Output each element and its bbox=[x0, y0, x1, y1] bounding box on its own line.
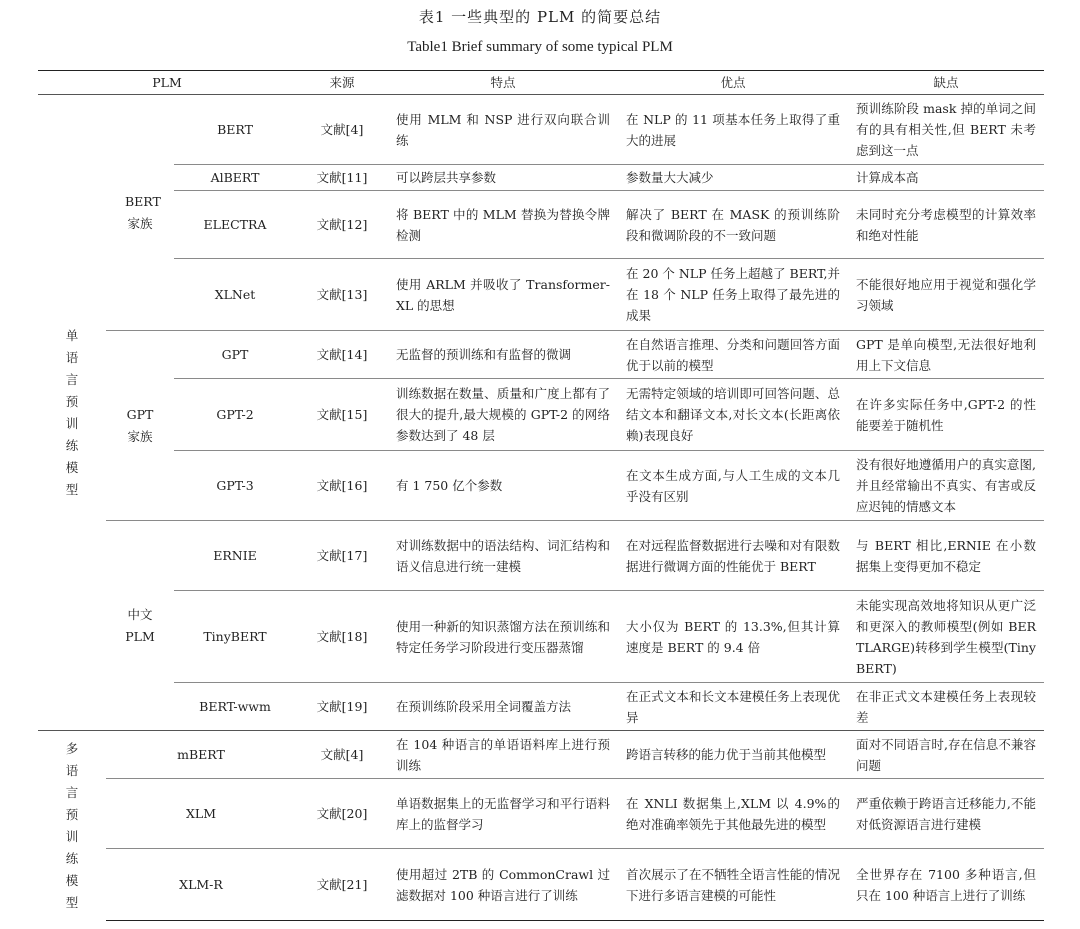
features-cell: 使用一种新的知识蒸馏方法在预训练和特定任务学习阶段进行变压器蒸馏 bbox=[388, 591, 618, 683]
header-advantages: 优点 bbox=[618, 71, 848, 95]
advantages-cell: 参数量大大减少 bbox=[618, 165, 848, 191]
table-row bbox=[38, 849, 1044, 921]
group-monolingual: 单语言预训练模型 bbox=[65, 327, 79, 497]
header-plm: PLM bbox=[38, 71, 296, 95]
table-row bbox=[38, 521, 1044, 591]
source-ref: 文献[15] bbox=[296, 379, 388, 451]
features-cell: 使用 ARLM 并吸收了 Transformer-XL 的思想 bbox=[388, 259, 618, 331]
source-ref: 文献[13] bbox=[296, 259, 388, 331]
disadvantages-cell: 在许多实际任务中,GPT-2 的性能要差于随机性 bbox=[848, 379, 1044, 451]
features-cell: 训练数据在数量、质量和广度上都有了很大的提升,最大规模的 GPT-2 的网络参数达到了 48 层 bbox=[388, 379, 618, 451]
features-cell: 单语数据集上的无监督学习和平行语料库上的监督学习 bbox=[388, 779, 618, 849]
advantages-cell: 大小仅为 BERT 的 13.3%,但其计算速度是 BERT 的 9.4 倍 bbox=[618, 591, 848, 683]
source-ref: 文献[14] bbox=[296, 331, 388, 379]
advantages-cell: 解决了 BERT 在 MASK 的预训练阶段和微调阶段的不一致问题 bbox=[618, 191, 848, 259]
source-ref: 文献[4] bbox=[320, 122, 364, 137]
advantages-cell: 在文本生成方面,与人工生成的文本几乎没有区别 bbox=[618, 451, 848, 521]
model-name: mBERT bbox=[106, 731, 296, 779]
table-row bbox=[38, 95, 1044, 165]
features-cell: 对训练数据中的语法结构、词汇结构和语义信息进行统一建模 bbox=[388, 521, 618, 591]
table-caption-english: Table1 Brief summary of some typical PLM bbox=[407, 39, 673, 55]
source-ref: 文献[18] bbox=[296, 591, 388, 683]
model-name: GPT-2 bbox=[174, 379, 296, 451]
table-row bbox=[38, 191, 1044, 259]
table-row bbox=[38, 683, 1044, 731]
advantages-cell: 在 XNLI 数据集上,XLM 以 4.9%的绝对准确率领先于其他最先进的模型 bbox=[618, 779, 848, 849]
advantages-cell: 在 20 个 NLP 任务上超越了 BERT,并在 18 个 NLP 任务上取得了最先进的成果 bbox=[618, 259, 848, 331]
table-row bbox=[38, 165, 1044, 191]
model-name: GPT bbox=[174, 331, 296, 379]
table-row bbox=[38, 591, 1044, 683]
model-name: XLM bbox=[106, 779, 296, 849]
features-cell: 无监督的预训练和有监督的微调 bbox=[388, 331, 618, 379]
model-name: AlBERT bbox=[174, 165, 296, 191]
header-source: 来源 bbox=[296, 71, 388, 95]
advantages-cell: 在正式文本和长文本建模任务上表现优异 bbox=[618, 683, 848, 731]
advantages-cell: 在对远程监督数据进行去噪和对有限数据进行微调方面的性能优于 BERT bbox=[618, 521, 848, 591]
disadvantages-cell: 计算成本高 bbox=[848, 165, 1044, 191]
table-row bbox=[38, 779, 1044, 849]
disadvantages-cell: 未能实现高效地将知识从更广泛和更深入的教师模型(例如 BERTLARGE)转移到学生模型(TinyBERT) bbox=[848, 591, 1044, 683]
source-ref: 文献[17] bbox=[296, 521, 388, 591]
disadvantages-cell: 与 BERT 相比,ERNIE 在小数据集上变得更加不稳定 bbox=[848, 521, 1044, 591]
model-name: GPT-3 bbox=[174, 451, 296, 521]
disadvantages-cell: 不能很好地应用于视觉和强化学习领域 bbox=[848, 259, 1044, 331]
table-row bbox=[38, 259, 1044, 331]
disadvantages-cell: 预训练阶段 mask 掉的单词之间有的具有相关性,但 BERT 未考虑到这一点 bbox=[856, 101, 1036, 158]
source-ref: 文献[16] bbox=[296, 451, 388, 521]
source-ref: 文献[11] bbox=[296, 165, 388, 191]
model-name: XLNet bbox=[174, 259, 296, 331]
features-cell: 将 BERT 中的 MLM 替换为替换令牌检测 bbox=[388, 191, 618, 259]
header-disadvantages: 缺点 bbox=[848, 71, 1044, 95]
features-cell: 在 104 种语言的单语语料库上进行预训练 bbox=[388, 731, 618, 779]
source-ref: 文献[4] bbox=[296, 731, 388, 779]
features-cell: 可以跨层共享参数 bbox=[388, 165, 618, 191]
table-row bbox=[38, 379, 1044, 451]
disadvantages-cell: 未同时充分考虑模型的计算效率和绝对性能 bbox=[848, 191, 1044, 259]
family-chinese-plm: 中文 PLM bbox=[106, 521, 174, 731]
features-cell: 使用 MLM 和 NSP 进行双向联合训练 bbox=[396, 111, 610, 148]
features-cell: 有 1 750 亿个参数 bbox=[388, 451, 618, 521]
disadvantages-cell: 没有很好地遵循用户的真实意图,并且经常输出不真实、有害或反应迟钝的情感文本 bbox=[848, 451, 1044, 521]
header-row bbox=[38, 71, 1044, 95]
header-features: 特点 bbox=[388, 71, 618, 95]
advantages-cell: 无需特定领域的培训即可回答问题、总结文本和翻译文本,对长文本(长距离依赖)表现良好 bbox=[618, 379, 848, 451]
advantages-cell: 跨语言转移的能力优于当前其他模型 bbox=[618, 731, 848, 779]
table-row bbox=[38, 331, 1044, 379]
source-ref: 文献[12] bbox=[296, 191, 388, 259]
model-name: ELECTRA bbox=[174, 191, 296, 259]
table-caption-chinese: 表1 一些典型的 PLM 的简要总结 bbox=[418, 8, 662, 26]
model-name: XLM-R bbox=[106, 849, 296, 921]
advantages-cell: 在 NLP 的 11 项基本任务上取得了重大的进展 bbox=[626, 111, 840, 148]
disadvantages-cell: 在非正式文本建模任务上表现较差 bbox=[848, 683, 1044, 731]
family-gpt: GPT 家族 bbox=[106, 331, 174, 521]
features-cell: 使用超过 2TB 的 CommonCrawl 过滤数据对 100 种语言进行了训练 bbox=[388, 849, 618, 921]
advantages-cell: 首次展示了在不牺牲全语言性能的情况下进行多语言建模的可能性 bbox=[618, 849, 848, 921]
features-cell: 在预训练阶段采用全词覆盖方法 bbox=[388, 683, 618, 731]
source-ref: 文献[21] bbox=[296, 849, 388, 921]
disadvantages-cell: 面对不同语言时,存在信息不兼容问题 bbox=[848, 731, 1044, 779]
source-ref: 文献[19] bbox=[296, 683, 388, 731]
model-name: BERT bbox=[217, 122, 253, 137]
family-bert: BERT 家族 bbox=[125, 193, 161, 231]
table-row bbox=[38, 451, 1044, 521]
group-multilingual: 多语言预训练模型 bbox=[38, 731, 106, 921]
model-name: ERNIE bbox=[174, 521, 296, 591]
model-name: TinyBERT bbox=[174, 591, 296, 683]
disadvantages-cell: 严重依赖于跨语言迁移能力,不能对低资源语言进行建模 bbox=[848, 779, 1044, 849]
source-ref: 文献[20] bbox=[296, 779, 388, 849]
plm-summary-table bbox=[38, 70, 1044, 921]
advantages-cell: 在自然语言推理、分类和问题回答方面优于以前的模型 bbox=[618, 331, 848, 379]
disadvantages-cell: 全世界存在 7100 多种语言,但只在 100 种语言上进行了训练 bbox=[848, 849, 1044, 921]
model-name: BERT-wwm bbox=[174, 683, 296, 731]
disadvantages-cell: GPT 是单向模型,无法很好地利用上下文信息 bbox=[848, 331, 1044, 379]
table-row bbox=[38, 731, 1044, 779]
